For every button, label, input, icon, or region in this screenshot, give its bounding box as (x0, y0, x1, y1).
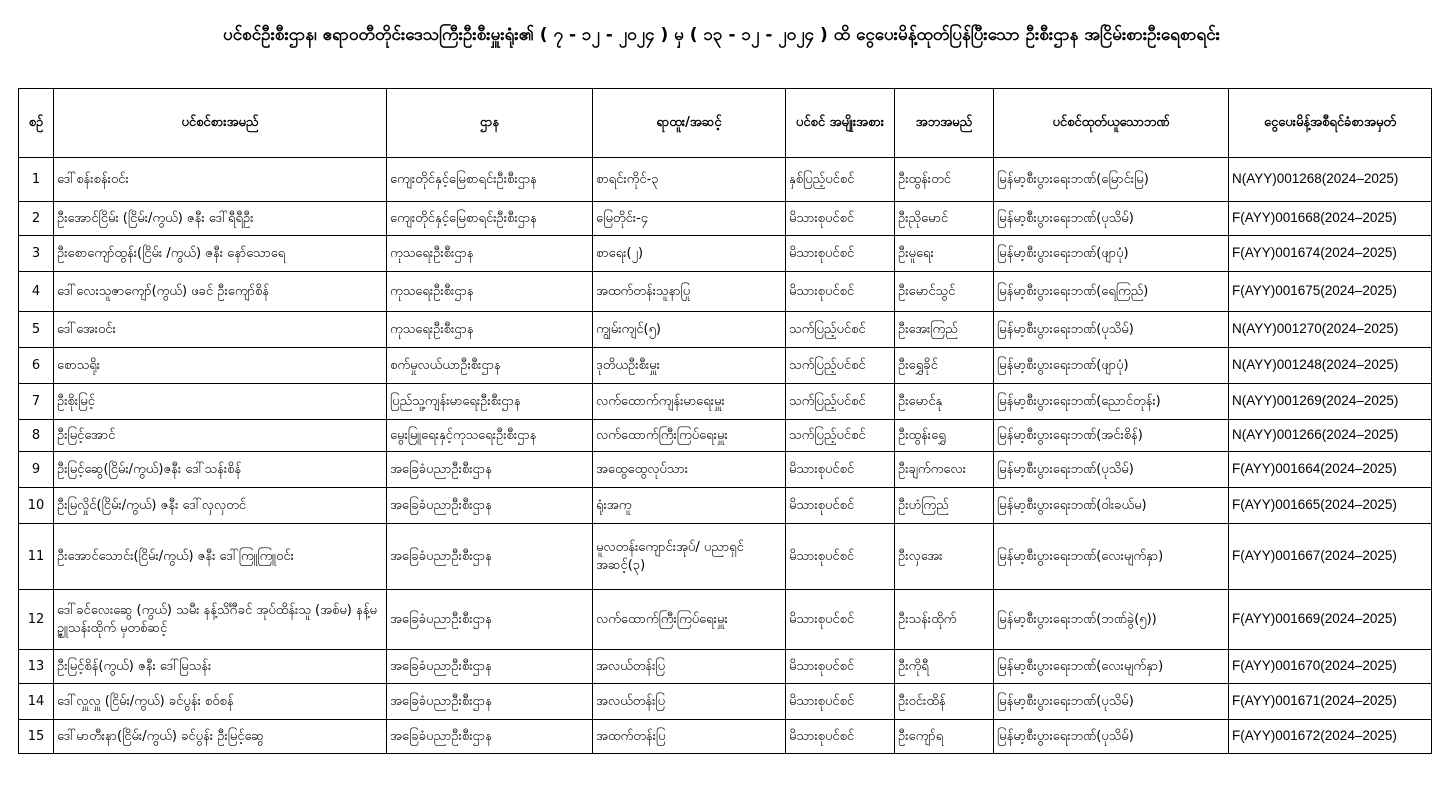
cell-pension-type: မိသားစုပင်စင် (786, 488, 895, 524)
column-header-no: စဉ် (19, 89, 54, 158)
table-row (19, 720, 1432, 754)
cell-row-number: 9 (19, 452, 54, 488)
cell-bank: မြန်မာ့စီးပွားရေးဘဏ်(လေးမျက်နှာ) (994, 524, 1229, 590)
cell-row-number: 3 (19, 236, 54, 272)
cell-department: ကုသရေးဦးစီးဌာန (387, 236, 593, 272)
cell-pension-type: မိသားစုပင်စင် (786, 236, 895, 272)
cell-bank: မြန်မာ့စီးပွားရေးဘဏ်(ဝါးခယ်မ) (994, 488, 1229, 524)
cell-row-number: 14 (19, 684, 54, 720)
cell-father-name: ဦးမောင်နု (895, 384, 994, 420)
cell-department: ကျေးတိုင်နှင့်မြေစာရင်းဦးစီးဌာန (387, 202, 593, 236)
pension-table (18, 88, 1432, 754)
cell-pension-type: မိသားစုပင်စင် (786, 452, 895, 488)
cell-father-name: ဦးရွှေခိုင် (895, 348, 994, 384)
cell-pension-type: သက်ပြည့်ပင်စင် (786, 384, 895, 420)
cell-department: အခြေခံပညာဦးစီးဌာန (387, 488, 593, 524)
cell-father-name: ဦးဟံကြည် (895, 488, 994, 524)
cell-pensioner-name: ဦးမြင့်ဆွေ(ငြိမ်း/ကွယ်)ဇနီး ဒေါ်သန်းစိန် (54, 452, 387, 488)
column-header-pension-type: ပင်စင် အမျိုးအစား (786, 89, 895, 158)
cell-pensioner-name: ဒေါ်ခင်လေးဆွေ (ကွယ်) သမီး နန့်သိင်္ဂီခင် အုပ်ထိန်းသူ (အစ်မ) နန့်မဥ္ဇူသန်းထိုက် မှတစ်ဆင့် (54, 590, 387, 650)
cell-row-number: 5 (19, 312, 54, 348)
cell-department: မွေးမြူရေးနှင့်ကုသရေးဦးစီးဌာန (387, 420, 593, 452)
table-row (19, 452, 1432, 488)
table-row (19, 236, 1432, 272)
cell-order-number: F(AYY)001669(2024–2025) (1229, 590, 1432, 650)
cell-father-name: ဦးထွန်းရွှေ (895, 420, 994, 452)
cell-rank: မြေတိုင်း-၄ (593, 202, 786, 236)
cell-rank: အလယ်တန်းပြ (593, 684, 786, 720)
cell-rank: ရုံးအကူ (593, 488, 786, 524)
cell-order-number: N(AYY)001266(2024–2025) (1229, 420, 1432, 452)
cell-department: စက်မှုလယ်ယာဦးစီးဌာန (387, 348, 593, 384)
cell-rank: အလယ်တန်းပြ (593, 650, 786, 684)
cell-row-number: 11 (19, 524, 54, 590)
page-title: ပင်စင်ဦးစီးဌာန၊ ဧရာဝတီတိုင်းဒေသကြီးဦးစီးမှူးရုံး၏ ( ၇ - ၁၂ - ၂၀၂၄ ) မှ ( ၁၃ - ၁၂ - ၂၀၂၄ ) ထိ ငွေပေးမိန့်ထုတ်ပြန်ပြီးသော ဦးစီးဌာန အငြိမ်းစားဦးရေစာရင်း (223, 25, 1220, 45)
cell-pensioner-name: ဒေါ်စန်းစန်းဝင်း (54, 158, 387, 202)
cell-rank: စာရင်းကိုင်-၃ (593, 158, 786, 202)
cell-row-number: 8 (19, 420, 54, 452)
cell-row-number: 10 (19, 488, 54, 524)
cell-row-number: 15 (19, 720, 54, 754)
cell-pensioner-name: ဒေါ်မာတီးနာ(ငြိမ်း/ကွယ်) ခင်ပွန်း ဦးမြင့်ဆွေ (54, 720, 387, 754)
cell-row-number: 1 (19, 158, 54, 202)
cell-department: အခြေခံပညာဦးစီးဌာန (387, 684, 593, 720)
cell-father-name: ဦးမောင်သွင် (895, 272, 994, 312)
table-row (19, 312, 1432, 348)
cell-pensioner-name: ဦးမြင့်အောင် (54, 420, 387, 452)
cell-department: အခြေခံပညာဦးစီးဌာန (387, 720, 593, 754)
cell-rank: စာရေး(၂) (593, 236, 786, 272)
column-header-order-number: ငွေပေးမိန့်အစီရင်ခံစာအမှတ် (1229, 89, 1432, 158)
table-row (19, 384, 1432, 420)
cell-pensioner-name: စောသရိုး (54, 348, 387, 384)
table-row (19, 348, 1432, 384)
cell-father-name: ဦးလှအေး (895, 524, 994, 590)
column-header-father-name: အဘအမည် (895, 89, 994, 158)
cell-department: အခြေခံပညာဦးစီးဌာန (387, 590, 593, 650)
cell-order-number: N(AYY)001248(2024–2025) (1229, 348, 1432, 384)
cell-department: ကျေးတိုင်နှင့်မြေစာရင်းဦးစီးဌာန (387, 158, 593, 202)
cell-pensioner-name: ဒေါ်လှူလှူ (ငြိမ်း/ကွယ်) ခင်ပွန်း စဝ်စန် (54, 684, 387, 720)
cell-bank: မြန်မာ့စီးပွားရေးဘဏ်(ဘဏ်ခွဲ(၅)) (994, 590, 1229, 650)
cell-pension-type: မိသားစုပင်စင် (786, 272, 895, 312)
table-header-row (19, 89, 1432, 158)
cell-department: အခြေခံပညာဦးစီးဌာန (387, 452, 593, 488)
cell-pension-type: မိသားစုပင်စင် (786, 524, 895, 590)
cell-order-number: N(AYY)001270(2024–2025) (1229, 312, 1432, 348)
cell-father-name: ဦးသန်းထိုက် (895, 590, 994, 650)
cell-rank: လက်ထောက်ကျန်းမာရေးမှူး (593, 384, 786, 420)
column-header-name: ပင်စင်စားအမည် (54, 89, 387, 158)
cell-rank: အထက်တန်းသူနာပြု (593, 272, 786, 312)
cell-department: အခြေခံပညာဦးစီးဌာန (387, 650, 593, 684)
cell-rank: လက်ထောက်ကြီးကြပ်ရေးမှူး (593, 420, 786, 452)
cell-pensioner-name: ဒေါ်လေးသူဇာကျော်(ကွယ်) ဖခင် ဦးကျော်စိန် (54, 272, 387, 312)
cell-father-name: ဦးကိုရီ (895, 650, 994, 684)
cell-pensioner-name: ဦးမြလှိုင်(ငြိမ်း/ကွယ်) ဇနီး ဒေါ်လှလှတင် (54, 488, 387, 524)
cell-bank: မြန်မာ့စီးပွားရေးဘဏ်(ပုသိမ်) (994, 202, 1229, 236)
cell-bank: မြန်မာ့စီးပွားရေးဘဏ်(ရေကြည်) (994, 272, 1229, 312)
cell-pensioner-name: ဦးစိုးမြင့် (54, 384, 387, 420)
table-row (19, 488, 1432, 524)
cell-bank: မြန်မာ့စီးပွားရေးဘဏ်(ပုသိမ်) (994, 684, 1229, 720)
cell-father-name: ဦးချက်ကလေး (895, 452, 994, 488)
cell-pension-type: မိသားစုပင်စင် (786, 684, 895, 720)
cell-pension-type: မိသားစုပင်စင် (786, 202, 895, 236)
cell-department: ပြည်သူ့ကျန်းမာရေးဦးစီးဌာန (387, 384, 593, 420)
cell-department: အခြေခံပညာဦးစီးဌာန (387, 524, 593, 590)
cell-father-name: ဦးညိုမောင် (895, 202, 994, 236)
cell-father-name: ဦးကျော်ရ (895, 720, 994, 754)
cell-order-number: F(AYY)001668(2024–2025) (1229, 202, 1432, 236)
cell-order-number: F(AYY)001672(2024–2025) (1229, 720, 1432, 754)
cell-bank: မြန်မာ့စီးပွားရေးဘဏ်(လေးမျက်နှာ) (994, 650, 1229, 684)
cell-order-number: F(AYY)001671(2024–2025) (1229, 684, 1432, 720)
cell-rank: ဒုတိယဦးစီးမှူး (593, 348, 786, 384)
cell-pensioner-name: ဦးအောင်သောင်း(ငြိမ်း/ကွယ်) ဇနီး ဒေါ်ကြူကြူဝင်း (54, 524, 387, 590)
cell-bank: မြန်မာ့စီးပွားရေးဘဏ်(အင်းစိန်) (994, 420, 1229, 452)
cell-father-name: ဦးထွန်းတင် (895, 158, 994, 202)
cell-bank: မြန်မာ့စီးပွားရေးဘဏ်(ပုသိမ်) (994, 720, 1229, 754)
table-row (19, 524, 1432, 590)
cell-order-number: F(AYY)001670(2024–2025) (1229, 650, 1432, 684)
cell-pension-type: မိသားစုပင်စင် (786, 590, 895, 650)
cell-pension-type: သက်ပြည့်ပင်စင် (786, 348, 895, 384)
cell-father-name: ဦးဝင်းထိန် (895, 684, 994, 720)
table-row (19, 590, 1432, 650)
cell-rank: ကျွမ်းကျင်(၅) (593, 312, 786, 348)
cell-order-number: F(AYY)001665(2024–2025) (1229, 488, 1432, 524)
cell-father-name: ဦးအေးကြည် (895, 312, 994, 348)
cell-row-number: 6 (19, 348, 54, 384)
cell-order-number: F(AYY)001664(2024–2025) (1229, 452, 1432, 488)
cell-bank: မြန်မာ့စီးပွားရေးဘဏ်(ပုသိမ်) (994, 452, 1229, 488)
cell-bank: မြန်မာ့စီးပွားရေးဘဏ်(ညောင်တုန်း) (994, 384, 1229, 420)
cell-pension-type: မိသားစုပင်စင် (786, 720, 895, 754)
cell-father-name: ဦးမူရေး (895, 236, 994, 272)
cell-bank: မြန်မာ့စီးပွားရေးဘဏ်(မြောင်းမြ) (994, 158, 1229, 202)
cell-pensioner-name: ဦးစောကျော်ထွန်း(ငြိမ်း /ကွယ်) ဇနီး နော်သောရေ (54, 236, 387, 272)
cell-bank: မြန်မာ့စီးပွားရေးဘဏ်(ဖျာပုံ) (994, 348, 1229, 384)
cell-pensioner-name: ဦးမြင့်စိန်(ကွယ်) ဇနီး ဒေါ်မြသန်း (54, 650, 387, 684)
cell-department: ကုသရေးဦးစီးဌာန (387, 312, 593, 348)
cell-row-number: 7 (19, 384, 54, 420)
cell-pension-type: နှစ်ပြည့်ပင်စင် (786, 158, 895, 202)
table-row (19, 202, 1432, 236)
cell-row-number: 13 (19, 650, 54, 684)
column-header-bank: ပင်စင်ထုတ်ယူသောဘဏ် (994, 89, 1229, 158)
cell-order-number: F(AYY)001675(2024–2025) (1229, 272, 1432, 312)
table-row (19, 420, 1432, 452)
cell-pension-type: သက်ပြည့်ပင်စင် (786, 420, 895, 452)
cell-rank: အထက်တန်းပြ (593, 720, 786, 754)
cell-order-number: F(AYY)001674(2024–2025) (1229, 236, 1432, 272)
cell-order-number: F(AYY)001667(2024–2025) (1229, 524, 1432, 590)
cell-rank: အထွေထွေလုပ်သား (593, 452, 786, 488)
cell-order-number: N(AYY)001269(2024–2025) (1229, 384, 1432, 420)
cell-pensioner-name: ဒေါ်အေးဝင်း (54, 312, 387, 348)
cell-department: ကုသရေးဦးစီးဌာန (387, 272, 593, 312)
cell-row-number: 12 (19, 590, 54, 650)
cell-rank: လက်ထောက်ကြီးကြပ်ရေးမှူး (593, 590, 786, 650)
cell-row-number: 2 (19, 202, 54, 236)
table-row (19, 158, 1432, 202)
cell-pension-type: မိသားစုပင်စင် (786, 650, 895, 684)
cell-order-number: N(AYY)001268(2024–2025) (1229, 158, 1432, 202)
cell-pension-type: သက်ပြည့်ပင်စင် (786, 312, 895, 348)
table-row (19, 684, 1432, 720)
cell-pensioner-name: ဦးအောင်ငြိမ်း (ငြိမ်း/ကွယ်) ဇနီး ဒေါ်ရီရီဦး (54, 202, 387, 236)
cell-bank: မြန်မာ့စီးပွားရေးဘဏ်(ပုသိမ်) (994, 312, 1229, 348)
column-header-department: ဌာန (387, 89, 593, 158)
column-header-rank: ရာထူး/အဆင့် (593, 89, 786, 158)
cell-bank: မြန်မာ့စီးပွားရေးဘဏ်(ဖျာပုံ) (994, 236, 1229, 272)
cell-rank: မူလတန်းကျောင်းအုပ်/ ပညာရှင်အဆင့်(၃) (593, 524, 786, 590)
table-row (19, 272, 1432, 312)
table-row (19, 650, 1432, 684)
cell-row-number: 4 (19, 272, 54, 312)
